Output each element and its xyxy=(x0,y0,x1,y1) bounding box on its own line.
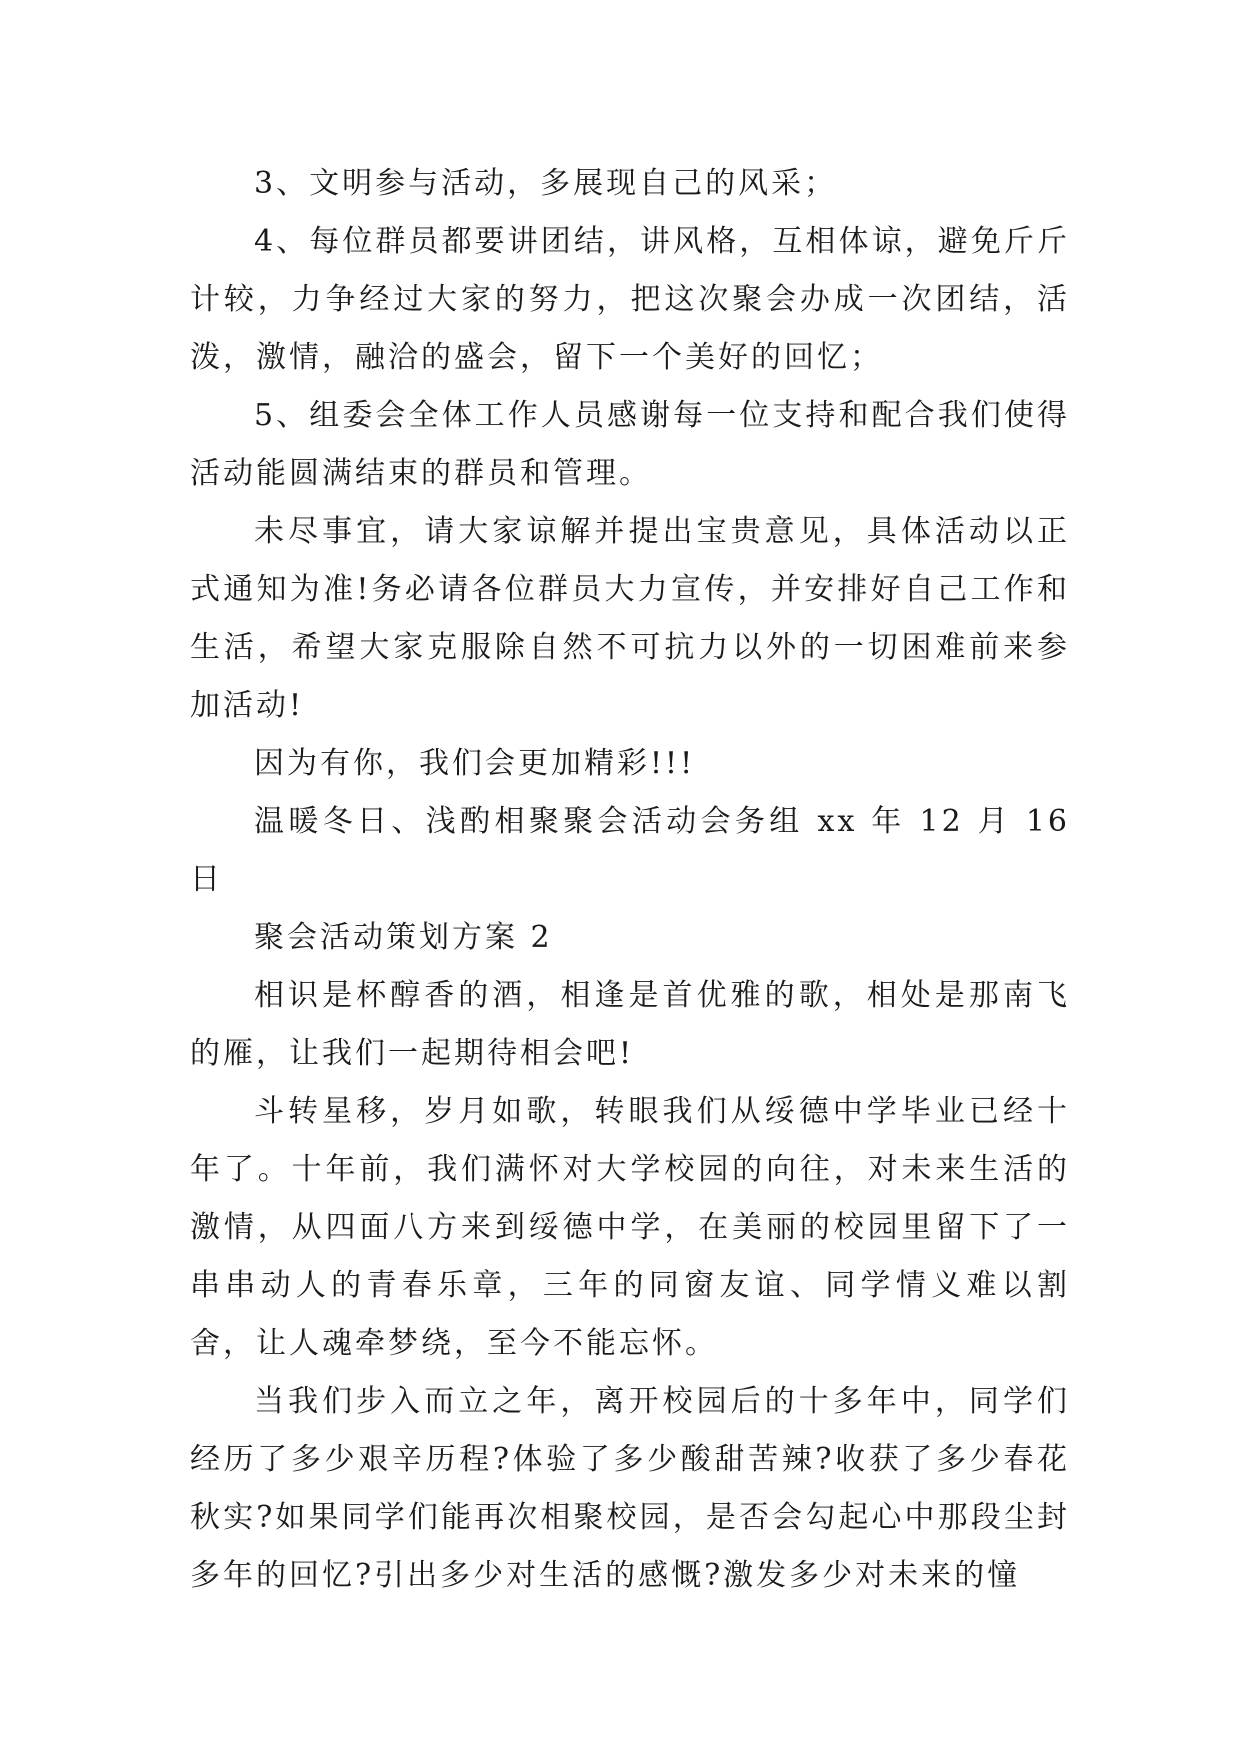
paragraph-signature: 温暖冬日、浅酌相聚聚会活动会务组 xx 年 12 月 16 日 xyxy=(190,804,1070,897)
paragraph-memories: 斗转星移，岁月如歌，转眼我们从绥德中学毕业已经十年了。十年前，我们满怀对大学校园的向往，对未来生活的激情，从四面八方来到绥德中学，在美丽的校园里留下了一串串动人的青春乐章，三年的同窗友谊、同学情义难以割舍，让人魂牵梦绕，至今不能忘怀。 xyxy=(190,1094,1070,1361)
paragraph-slogan: 因为有你，我们会更加精彩!!! xyxy=(254,746,696,781)
section-title: 聚会活动策划方案 2 xyxy=(254,920,553,955)
paragraph-item-5: 5、组委会全体工作人员感谢每一位支持和配合我们使得活动能圆满结束的群员和管理。 xyxy=(190,398,1070,491)
paragraph-closing-notes: 未尽事宜，请大家谅解并提出宝贵意见，具体活动以正式通知为准!务必请各位群员大力宣传，并安排好自己工作和生活，希望大家克服除自然不可抗力以外的一切困难前来参加活动! xyxy=(190,514,1070,723)
paragraph-item-3: 3、文明参与活动，多展现自己的风采； xyxy=(254,166,838,201)
paragraph-intro: 相识是杯醇香的酒，相逢是首优雅的歌，相处是那南飞的雁，让我们一起期待相会吧! xyxy=(190,978,1070,1071)
document-body xyxy=(190,155,1070,1605)
paragraph-item-4: 4、每位群员都要讲团结，讲风格，互相体谅，避免斤斤计较，力争经过大家的努力，把这次聚会办成一次团结，活泼，激情，融洽的盛会，留下一个美好的回忆； xyxy=(190,224,1070,375)
paragraph-reflection: 当我们步入而立之年，离开校园后的十多年中，同学们经历了多少艰辛历程?体验了多少酸甜苦辣?收获了多少春花秋实?如果同学们能再次相聚校园，是否会勾起心中那段尘封多年的回忆?引出多少对生活的感慨?激发多少对未来的憧 xyxy=(190,1384,1070,1593)
